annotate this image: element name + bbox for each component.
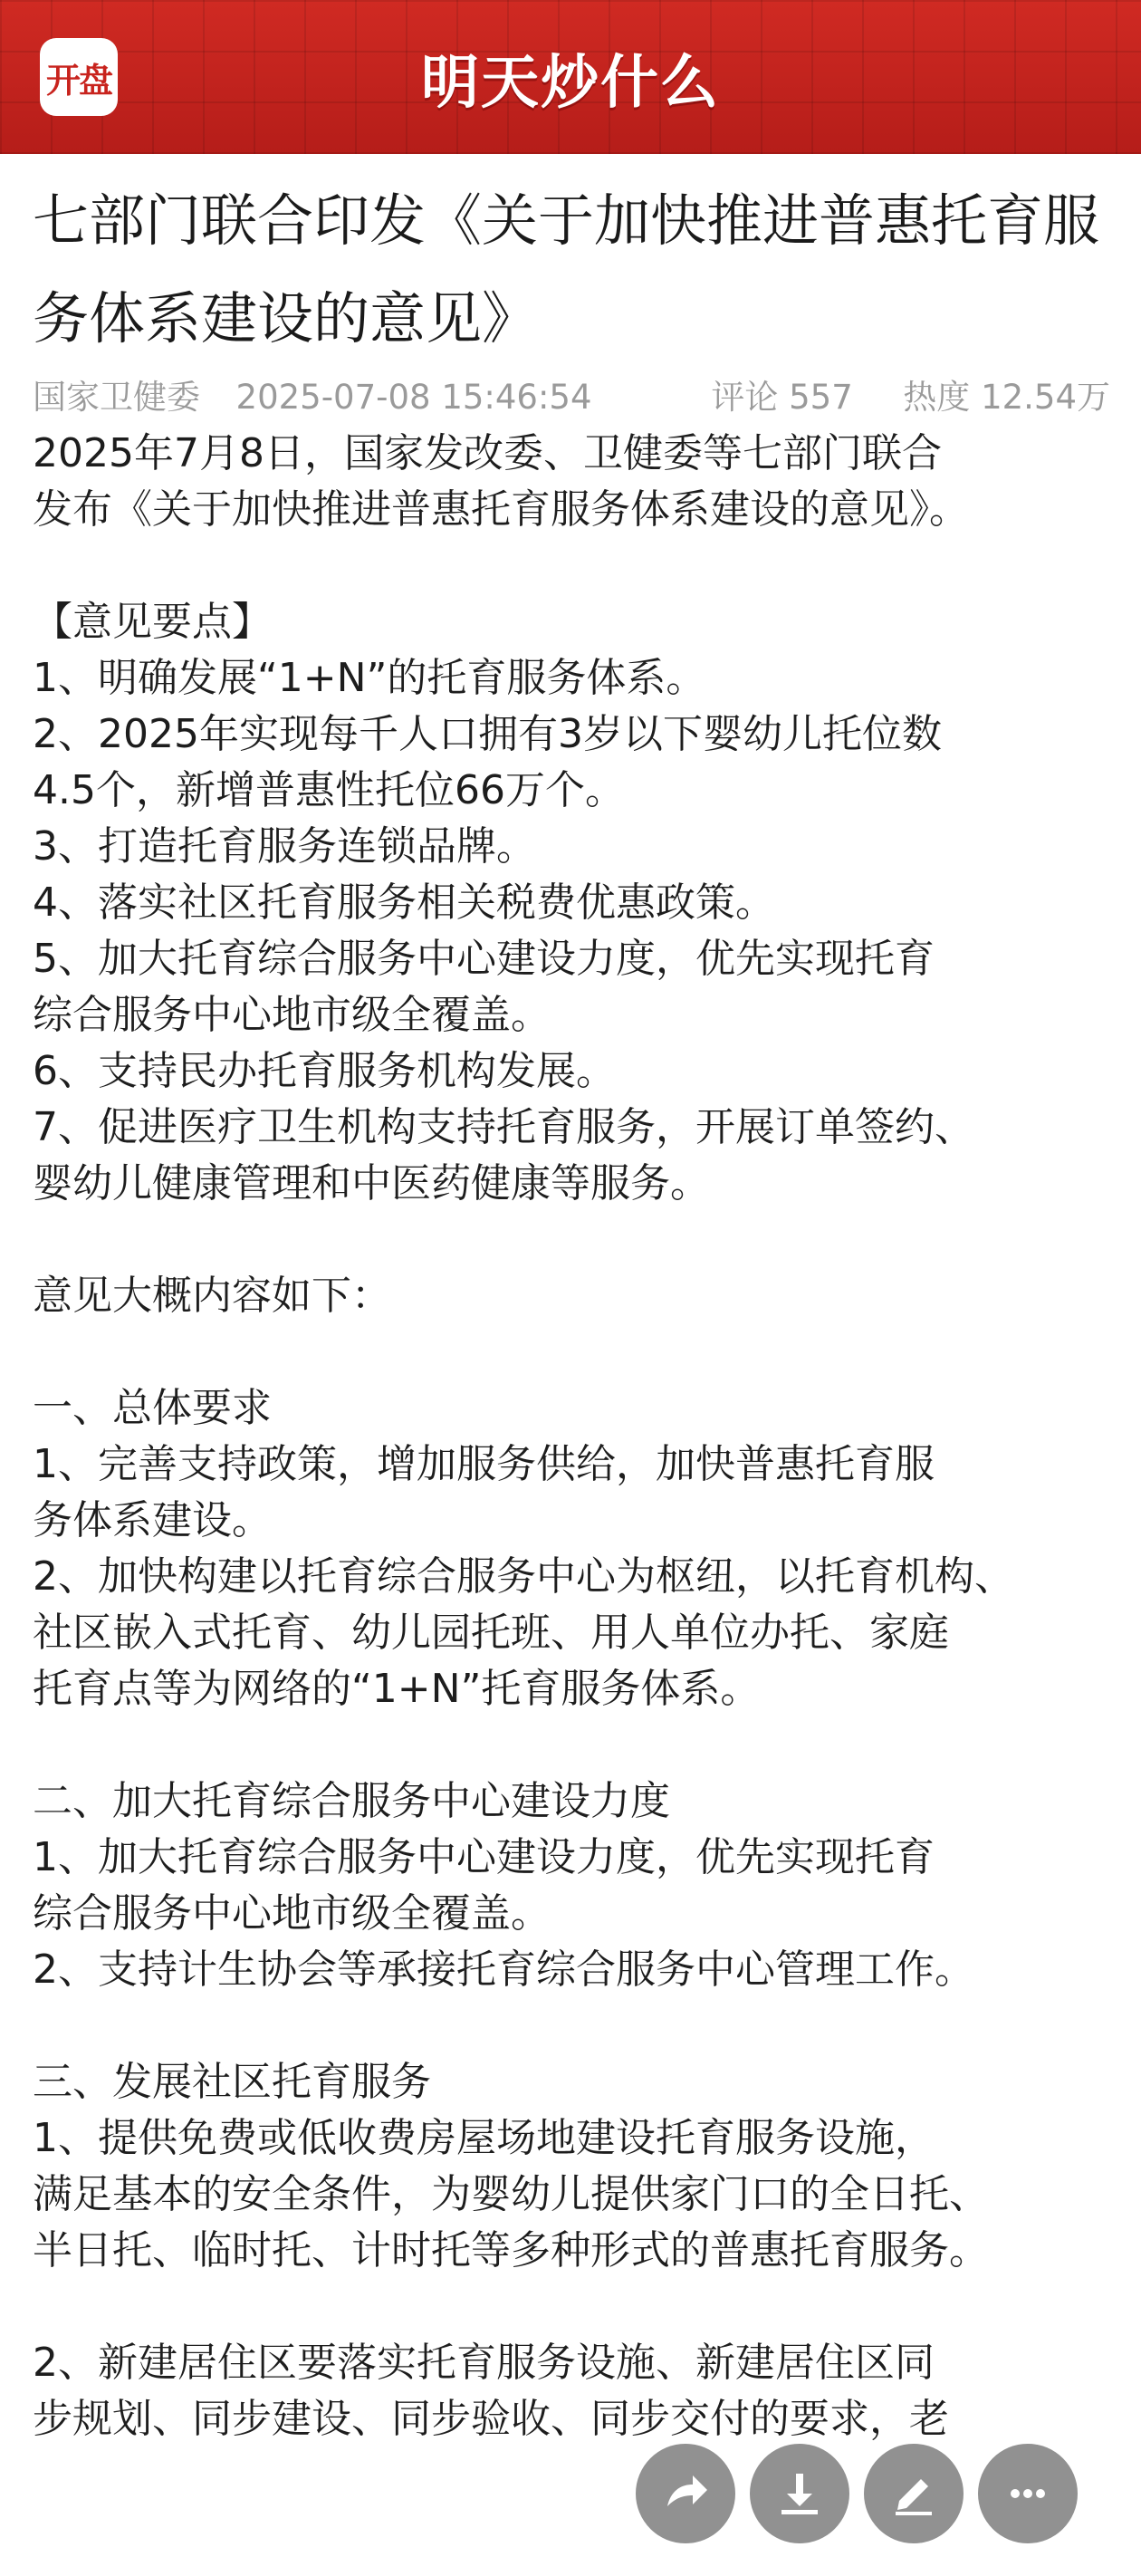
blank-line <box>33 538 1119 594</box>
article-line: 步规划、同步建设、同步验收、同步交付的要求，老 <box>33 2396 949 2442</box>
blank-line <box>33 2279 1119 2335</box>
comments-label[interactable]: 评论 <box>711 378 779 417</box>
heat-label: 热度 <box>903 378 971 417</box>
share-button[interactable] <box>636 2444 735 2543</box>
download-icon <box>772 2466 827 2521</box>
article-line: 2、2025年实现每千人口拥有3岁以下婴幼儿托位数 <box>33 711 942 757</box>
app-logo-text: 开盘 <box>45 60 111 101</box>
article-line: 2、新建居住区要落实托育服务设施、新建居住区同 <box>33 2340 935 2386</box>
article-line: 1、提供免费或低收费房屋场地建设托育服务设施， <box>33 2115 935 2161</box>
heat-value: 12.54万 <box>981 378 1110 417</box>
article-meta <box>33 360 1110 418</box>
article-datetime: 2025-07-08 15:46:54 <box>235 378 592 417</box>
article-line: 2025年7月8日，国家发改委、卫健委等七部门联合 <box>33 430 942 476</box>
download-button[interactable] <box>750 2444 849 2543</box>
article-source[interactable]: 国家卫健委 <box>33 378 200 417</box>
article-line: 7、促进医疗卫生机构支持托育服务，开展订单签约、 <box>33 1104 974 1150</box>
article-line: 社区嵌入式托育、幼儿园托班、用人单位办托、家庭 <box>33 1610 949 1656</box>
article-line: 半日托、临时托、计时托等多种形式的普惠托育服务。 <box>33 2227 989 2273</box>
article-line: 4.5个，新增普惠性托位66万个。 <box>33 767 625 813</box>
article-line: 5、加大托育综合服务中心建设力度，优先实现托育 <box>33 936 935 982</box>
blank-line <box>33 1324 1119 1380</box>
article-line: 意见大概内容如下： <box>33 1273 391 1319</box>
article-body <box>33 426 1119 2447</box>
article-line: 托育点等为网络的“1+N”托育服务体系。 <box>33 1666 761 1712</box>
more-icon <box>1001 2466 1055 2521</box>
edit-button[interactable] <box>864 2444 964 2543</box>
article-line: 综合服务中心地市级全覆盖。 <box>33 1890 551 1937</box>
article-title: 七部门联合印发《关于加快推进普惠托育服务体系建设的意见》 <box>33 187 1100 351</box>
article-line: 满足基本的安全条件，为婴幼儿提供家门口的全日托、 <box>33 2171 989 2217</box>
edit-icon <box>887 2466 941 2521</box>
article-line: 1、加大托育综合服务中心建设力度，优先实现托育 <box>33 1834 935 1880</box>
article-line: 6、支持民办托育服务机构发展。 <box>33 1048 616 1094</box>
article-line: 三、发展社区托育服务 <box>33 2059 431 2105</box>
article-line: 发布《关于加快推进普惠托育服务体系建设的意见》。 <box>33 486 969 533</box>
article-line: 1、完善支持政策，增加服务供给，加快普惠托育服 <box>33 1441 935 1487</box>
share-icon <box>658 2466 713 2521</box>
article-line: 2、加快构建以托育综合服务中心为枢纽，以托育机构、 <box>33 1553 1014 1600</box>
app-header <box>0 0 1141 154</box>
article-line: 1、明确发展“1+N”的托育服务体系。 <box>33 655 706 701</box>
blank-line <box>33 1998 1119 2054</box>
article-line: 【意见要点】 <box>33 599 272 645</box>
article-line: 2、支持计生协会等承接托育综合服务中心管理工作。 <box>33 1946 974 1993</box>
meta-left <box>33 370 592 418</box>
blank-line <box>33 1717 1119 1773</box>
more-button[interactable] <box>978 2444 1078 2543</box>
header-title: 明天炒什么 <box>421 50 720 117</box>
article-line: 3、打造托育服务连锁品牌。 <box>33 823 536 870</box>
article-line: 二、加大托育综合服务中心建设力度 <box>33 1778 670 1824</box>
meta-right <box>711 370 1110 418</box>
blank-line <box>33 1212 1119 1268</box>
article-line: 4、落实社区托育服务相关税费优惠政策。 <box>33 879 775 926</box>
article-line: 一、总体要求 <box>33 1385 272 1431</box>
article-line: 务体系建设。 <box>33 1497 272 1543</box>
comments-count[interactable]: 557 <box>789 378 853 417</box>
article-line: 综合服务中心地市级全覆盖。 <box>33 992 551 1038</box>
article-line: 婴幼儿健康管理和中医药健康等服务。 <box>33 1160 710 1206</box>
